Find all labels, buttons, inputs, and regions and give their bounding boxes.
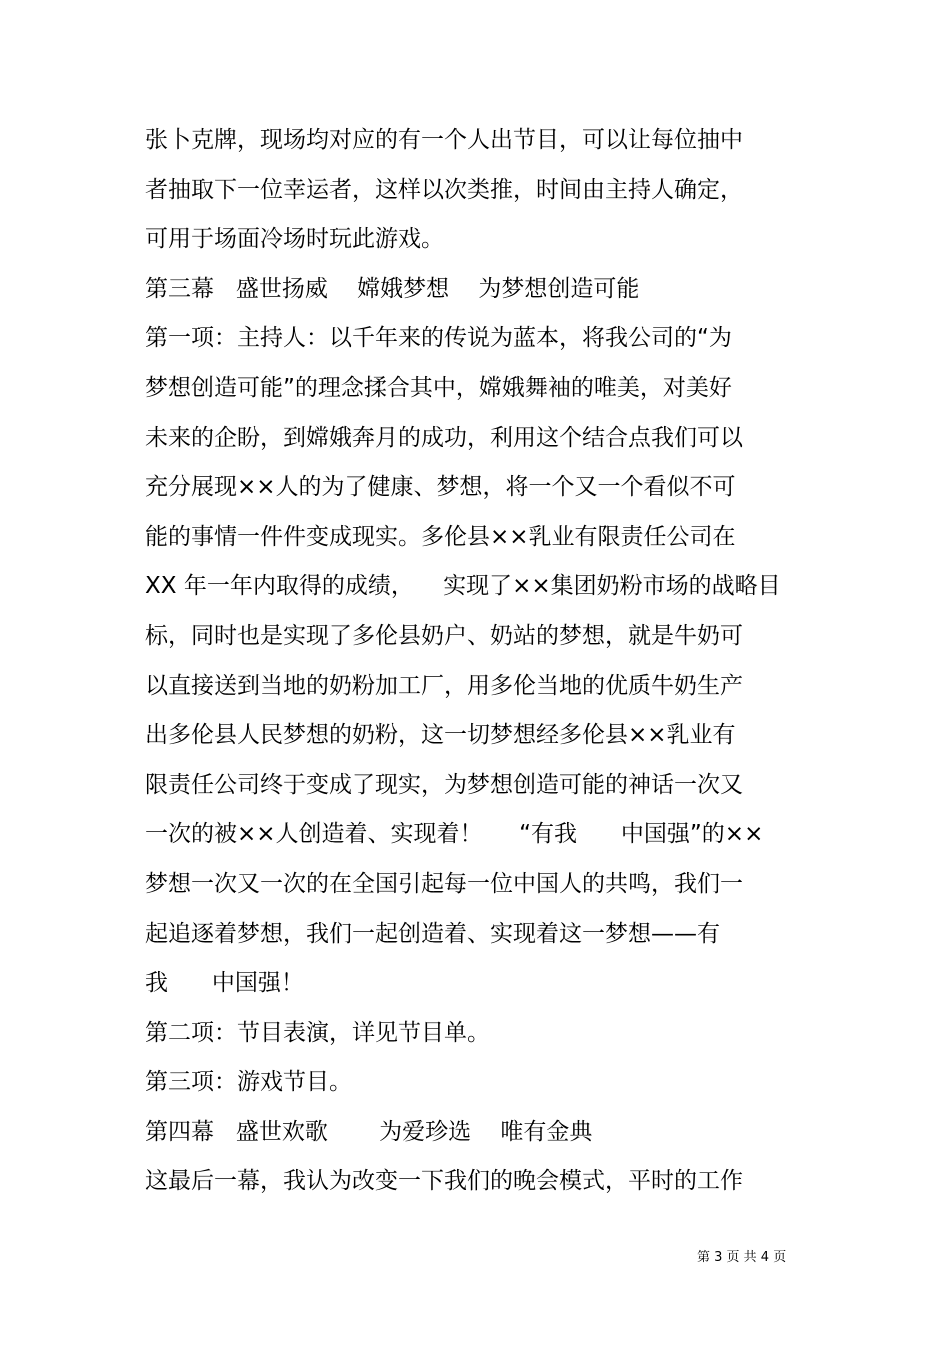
text-line: 梦想一次又一次的在全国引起每一位中国人的共鸣，我们一 — [145, 870, 743, 897]
text-line: 充分展现××人的为了健康、梦想，将一个又一个看似不可 — [145, 474, 736, 501]
page-number-footer: 第 3 页 共 4 页 — [697, 1250, 787, 1265]
text-line: 者抽取下一位幸运者，这样以次类推，时间由主持人确定， — [145, 176, 743, 203]
text-line: 第一项：主持人：以千年来的传说为蓝本，将我公司的“为 — [145, 325, 732, 352]
text-line: 张卜克牌，现场均对应的有一个人出节目，可以让每位抽中 — [145, 127, 743, 153]
text-line: 可用于场面冷场时玩此游戏。 — [145, 226, 444, 253]
text-line: 这最后一幕，我认为改变一下我们的晚会模式，平时的工作 — [145, 1168, 743, 1195]
section-heading-act-4: 第四幕 盛世欢歌 为爱珍选 唯有金典 — [145, 1118, 593, 1145]
text-line: 第三项：游戏节目。 — [145, 1069, 352, 1096]
text-line: 能的事情一件件变成现实。多伦县××乳业有限责任公司在 — [145, 523, 736, 550]
text-line: 未来的企盼，到嫦娥奔月的成功，利用这个结合点我们可以 — [145, 424, 743, 451]
text-line: 一次的被××人创造着、实现着！ “有我 中国强”的×× — [145, 821, 764, 848]
text-line: 以直接送到当地的奶粉加工厂，用多伦当地的优质牛奶生产 — [145, 672, 743, 699]
text-line: XX 年一年内取得的成绩， 实现了××集团奶粉市场的战略目 — [145, 573, 781, 600]
section-heading-act-3: 第三幕 盛世扬威 嫦娥梦想 为梦想创造可能 — [145, 275, 640, 302]
text-line: 起追逐着梦想，我们一起创造着、实现着这一梦想——有 — [145, 920, 720, 947]
document-body — [145, 120, 845, 1211]
text-line: 限责任公司终于变成了现实，为梦想创造可能的神话一次又 — [145, 771, 743, 798]
text-line: 梦想创造可能”的理念揉合其中，嫦娥舞袖的唯美，对美好 — [145, 374, 732, 401]
text-line: 标，同时也是实现了多伦县奶户、奶站的梦想，就是牛奶可 — [145, 622, 743, 649]
text-line: 出多伦县人民梦想的奶粉，这一切梦想经多伦县××乳业有 — [145, 722, 736, 749]
text-line: 第二项：节目表演，详见节目单。 — [145, 1019, 490, 1046]
text-line: 我 中国强！ — [145, 970, 304, 997]
